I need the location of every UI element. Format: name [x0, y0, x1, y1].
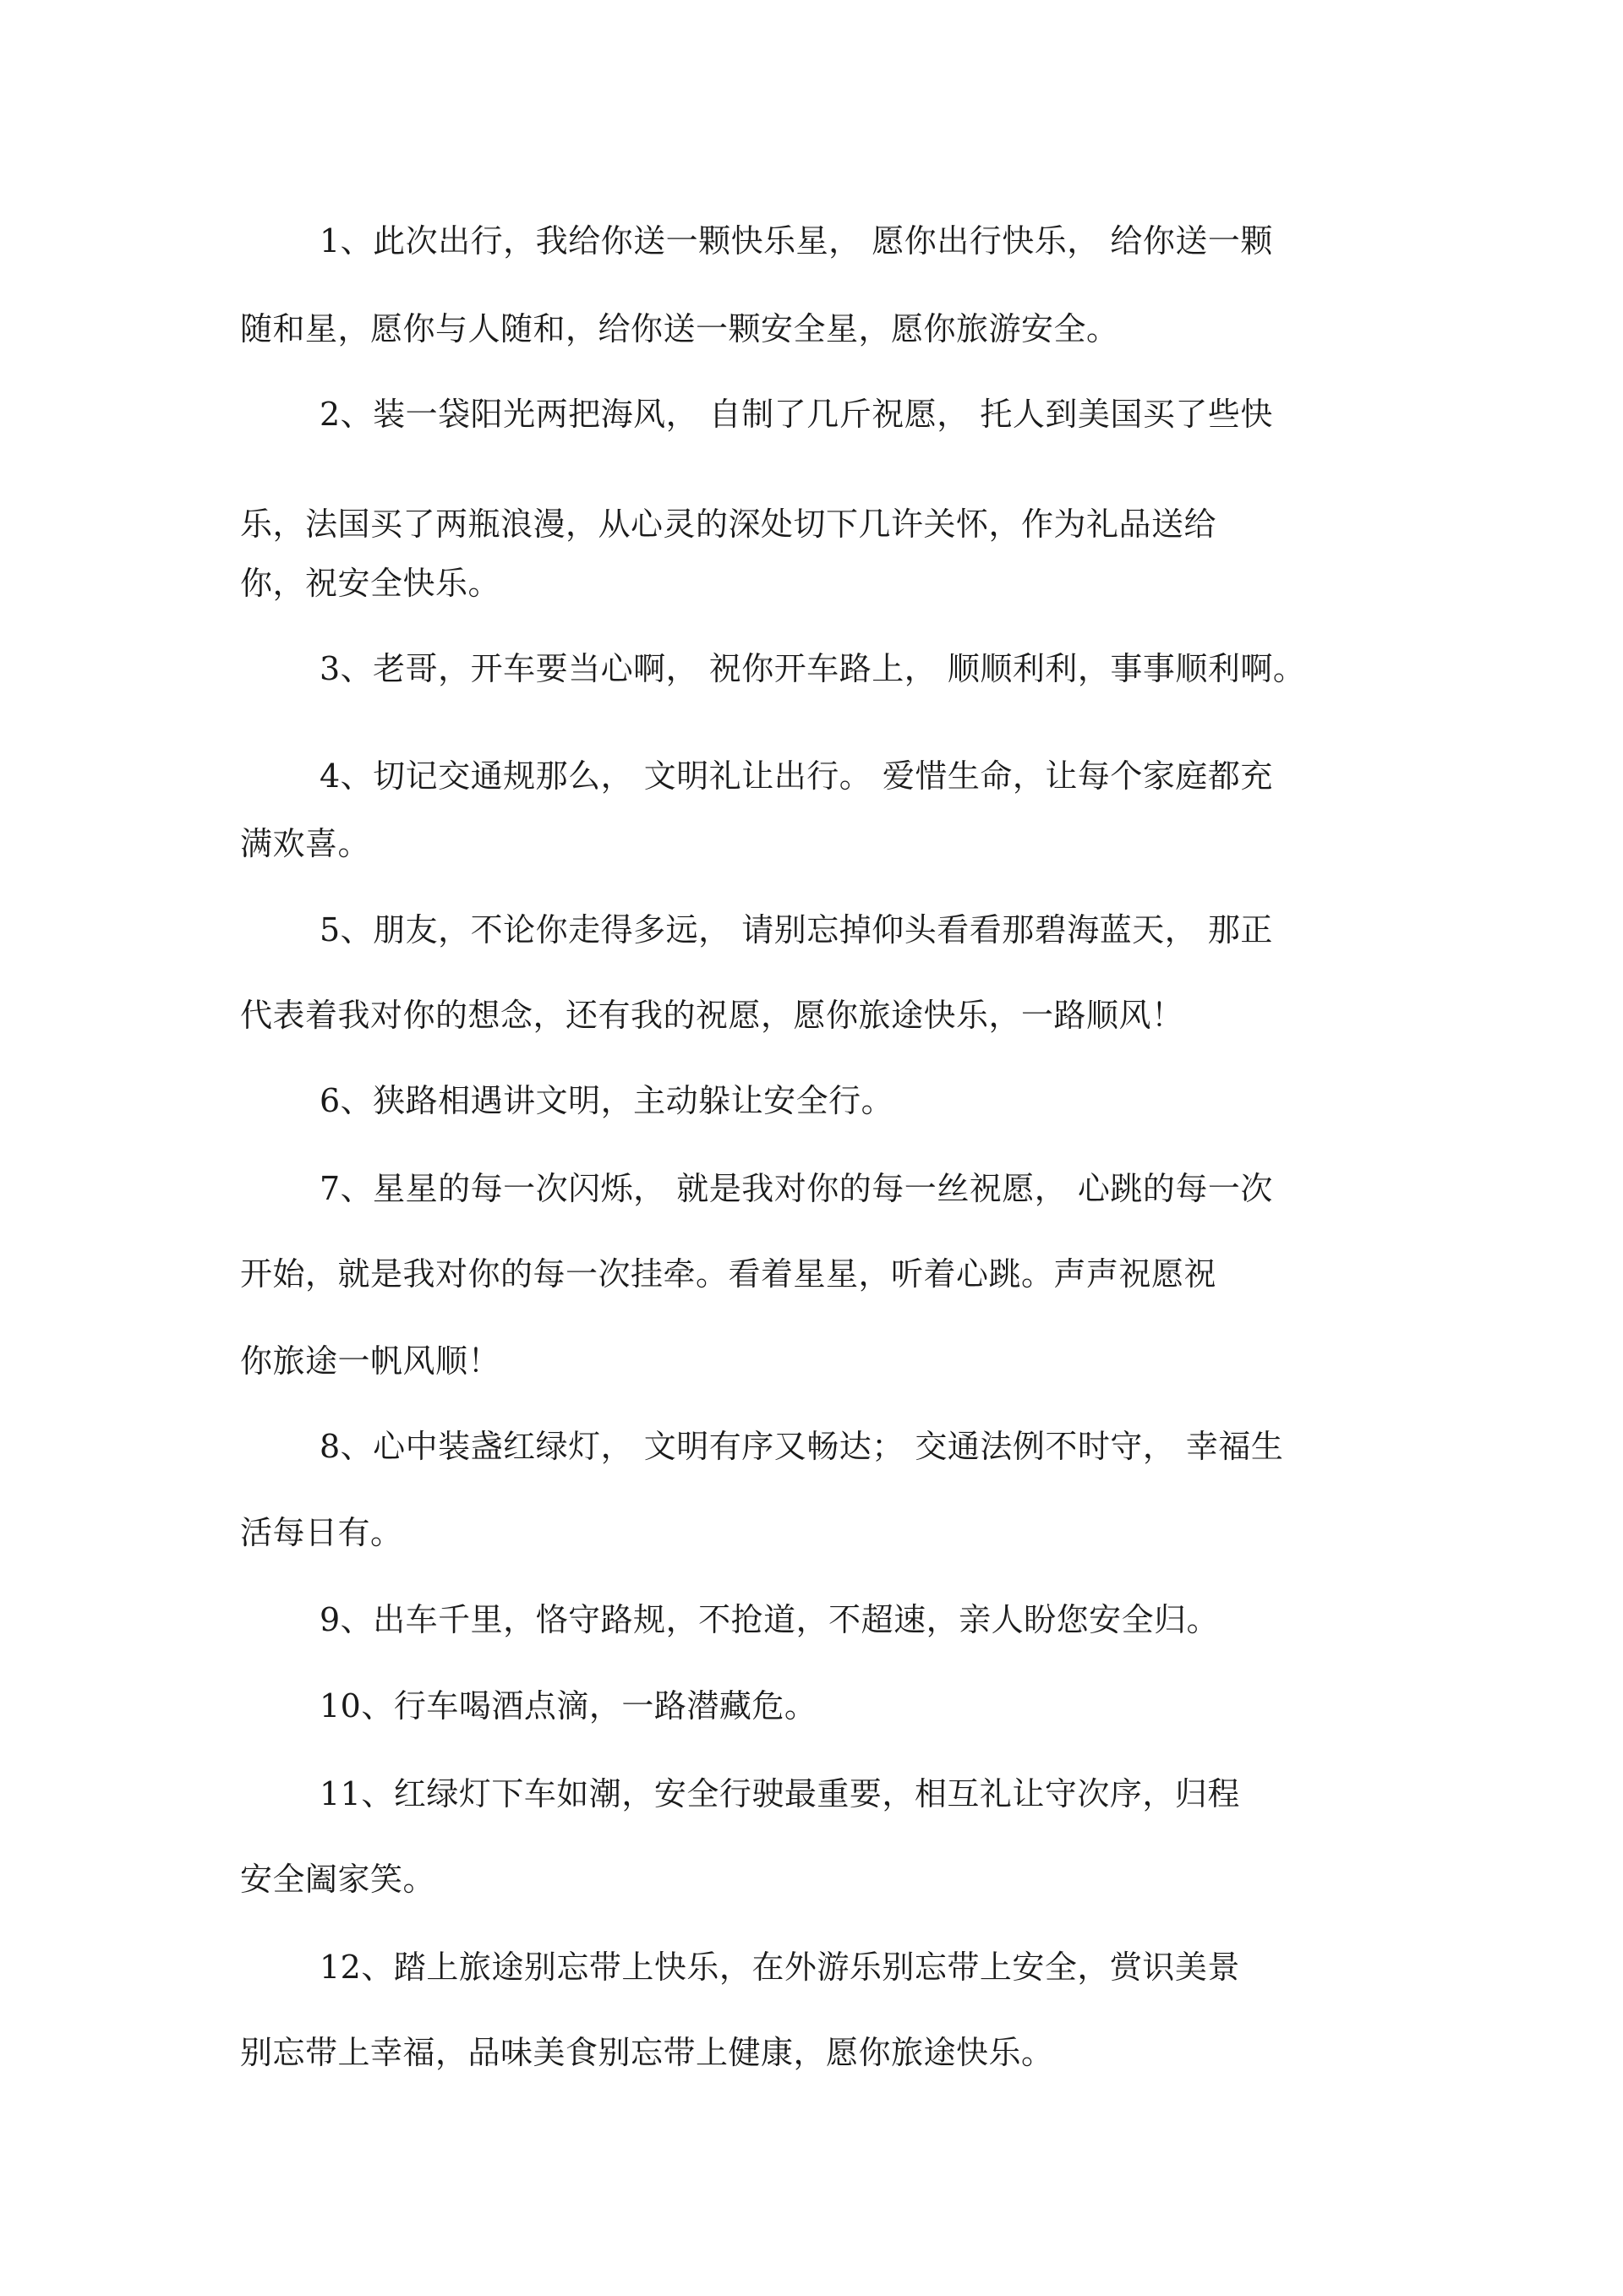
- text-line-13: 开始，就是我对你的每一次挂牵。看着星星，听着心跳。声声祝愿祝: [240, 1255, 1217, 1293]
- text-line-19: 11、红绿灯下车如潮，安全行驶最重要，相互礼让守次序，归程: [320, 1775, 1240, 1812]
- text-line-5: 你，祝安全快乐。: [240, 565, 501, 602]
- text-line-15: 8、心中装盏红绿灯， 文明有序又畅达； 交通法例不时守， 幸福生: [320, 1428, 1284, 1465]
- text-line-10: 代表着我对你的想念，还有我的祝愿，愿你旅途快乐，一路顺风！: [240, 997, 1184, 1034]
- text-line-16: 活每日有。: [240, 1514, 403, 1551]
- text-line-14: 你旅途一帆风顺！: [240, 1342, 501, 1380]
- text-line-20: 安全阖家笑。: [240, 1861, 436, 1898]
- text-line-7: 4、切记交通规那么， 文明礼让出行。 爱惜生命，让每个家庭都充: [320, 757, 1273, 795]
- text-line-2: 随和星，愿你与人随和，给你送一颗安全星，愿你旅游安全。: [240, 310, 1119, 347]
- text-line-9: 5、朋友，不论你走得多远， 请别忘掉仰头看看那碧海蓝天， 那正: [320, 911, 1273, 948]
- text-line-1: 1、此次出行，我给你送一颗快乐星， 愿你出行快乐， 给你送一颗: [320, 222, 1273, 260]
- text-line-22: 别忘带上幸福，品味美食别忘带上健康，愿你旅途快乐。: [240, 2034, 1054, 2071]
- text-line-8: 满欢喜。: [240, 825, 371, 862]
- text-line-17: 9、出车千里，恪守路规，不抢道，不超速，亲人盼您安全归。: [320, 1601, 1220, 1638]
- text-line-6: 3、老哥，开车要当心啊， 祝你开车路上， 顺顺利利，事事顺利啊。: [320, 650, 1306, 687]
- text-line-21: 12、踏上旅途别忘带上快乐，在外游乐别忘带上安全，赏识美景: [320, 1949, 1240, 1986]
- text-line-11: 6、狭路相遇讲文明，主动躲让安全行。: [320, 1082, 894, 1119]
- text-line-3: 2、装一袋阳光两把海风， 自制了几斤祝愿， 托人到美国买了些快: [320, 396, 1273, 433]
- text-line-18: 10、行车喝酒点滴，一路潜藏危。: [320, 1687, 817, 1725]
- text-line-4: 乐，法国买了两瓶浪漫，从心灵的深处切下几许关怀，作为礼品送给: [240, 506, 1217, 543]
- text-line-12: 7、星星的每一次闪烁， 就是我对你的每一丝祝愿， 心跳的每一次: [320, 1170, 1273, 1207]
